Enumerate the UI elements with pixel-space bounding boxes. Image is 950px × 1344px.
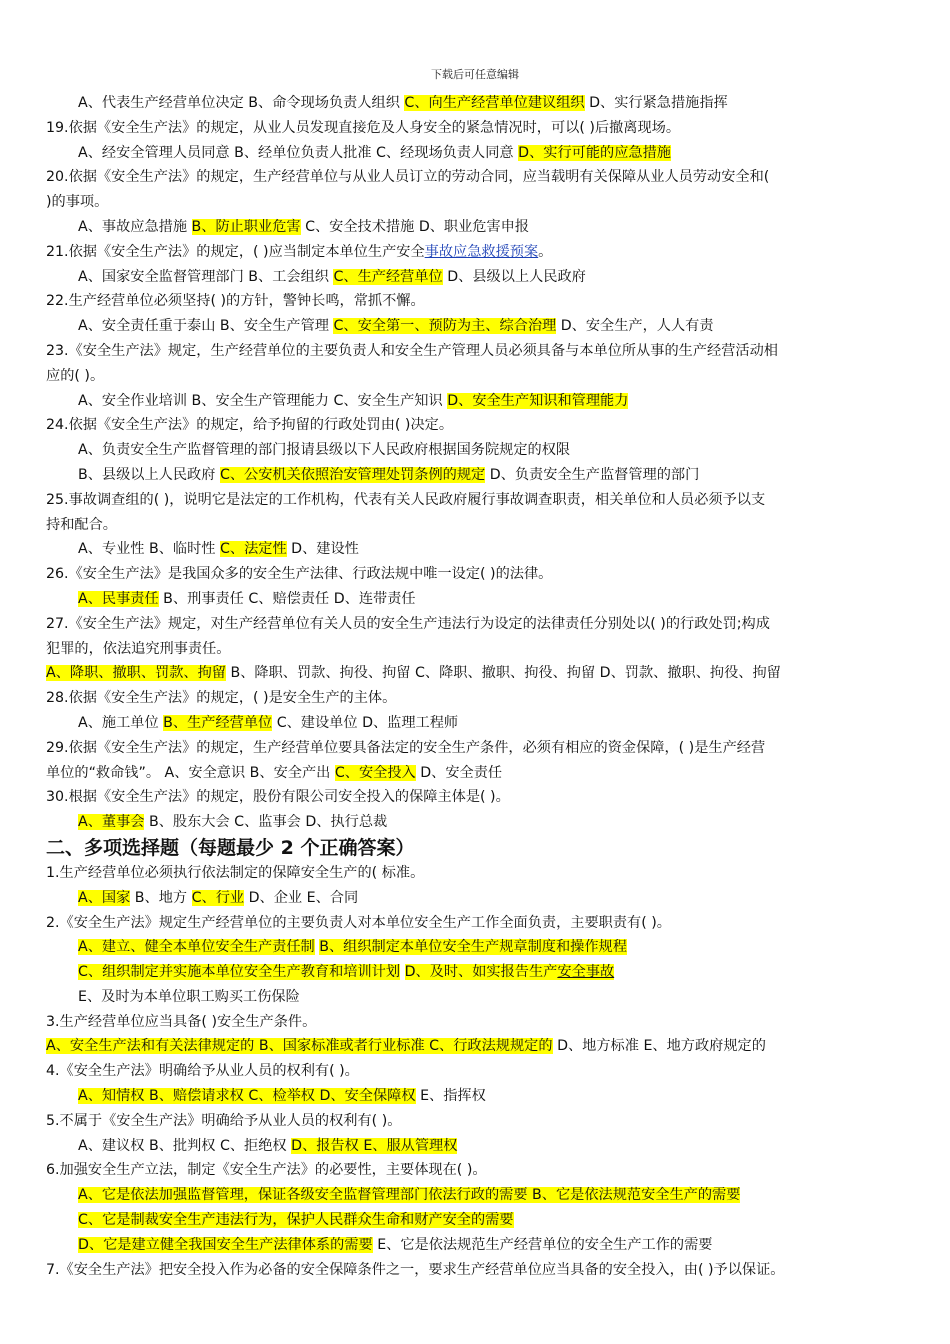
text-segment: A、事故应急措施 (78, 218, 192, 235)
highlighted-answer: D、及时、如实报告生产 (404, 964, 558, 981)
text-line (46, 686, 910, 711)
text-segment: B、降职、罚款、拘役、拘留 C、降职、撤职、拘役、拘留 D、罚款、撤职、拘役、拘留 (225, 665, 781, 682)
text-line (46, 587, 910, 612)
text-segment: A、安全责任重于泰山 B、安全生产管理 (78, 318, 334, 335)
text-line (46, 389, 910, 414)
text-segment: D、安全生产，人人有责 (556, 318, 714, 335)
text-line (46, 637, 910, 662)
highlighted-answer: C、安全投入 (334, 764, 416, 781)
text-segment: 4.《安全生产法》明确给予从业人员的权利有( )。 (46, 1063, 359, 1080)
document-body (46, 91, 910, 1282)
text-line (46, 265, 910, 290)
text-line (46, 289, 910, 314)
text-segment: A、国家安全监督管理部门 B、工会组织 (78, 268, 334, 285)
text-line (46, 190, 910, 215)
highlighted-answer: C、生产经营单位 (333, 268, 443, 285)
text-line (46, 911, 910, 936)
text-line (46, 165, 910, 190)
highlighted-answer: C、组织制定并实施本单位安全生产教育和培训计划 (78, 964, 401, 981)
highlighted-answer: A、建立、健全本单位安全生产责任制 (78, 939, 315, 956)
text-line (46, 513, 910, 538)
text-line (46, 661, 910, 686)
text-line (46, 240, 910, 265)
text-line (46, 215, 910, 240)
text-segment: 21.依据《安全生产法》的规定，( )应当制定本单位生产安全 (46, 243, 425, 260)
text-line (46, 1034, 910, 1059)
text-segment: B、县级以上人民政府 (78, 466, 220, 483)
highlighted-answer: C、它是制裁安全生产违法行为，保护人民群众生命和财产安全的需要 (78, 1212, 514, 1229)
text-line (46, 314, 910, 339)
text-line (46, 141, 910, 166)
text-segment: 7.《安全生产法》把安全投入作为必备的安全保障条件之一，要求生产经营单位应当具备的安全投入，由( )予以保证。 (46, 1261, 785, 1278)
text-line (46, 463, 910, 488)
text-line (46, 91, 910, 116)
text-line (46, 1010, 910, 1035)
text-segment: E、指挥权 (415, 1088, 486, 1105)
text-segment: 。 (538, 243, 553, 260)
highlighted-answer: C、安全第一、预防为主、综合治理 (333, 318, 557, 335)
highlighted-answer: D、它是建立健全我国安全生产法律体系的需要 (78, 1236, 373, 1253)
text-line (46, 785, 910, 810)
text-line (46, 985, 910, 1010)
text-segment: E、它是依法规范生产经营单位的安全生产工作的需要 (372, 1236, 713, 1253)
text-segment: 1.生产经营单位必须执行依法制定的保障安全生产的( 标准。 (46, 864, 425, 881)
text-segment: D、建设性 (286, 541, 359, 558)
highlighted-answer: D、安全生产知识和管理能力 (447, 392, 629, 409)
text-line (46, 761, 910, 786)
text-line (46, 364, 910, 389)
text-line (46, 1084, 910, 1109)
text-segment: 19.依据《安全生产法》的规定，从业人员发现直接危及人身安全的紧急情况时，可以( )后撤离现场。 (46, 119, 681, 136)
text-segment: D、地方标准 E、地方政府规定的 (552, 1038, 766, 1055)
text-segment: 27.《安全生产法》规定，对生产经营单位有关人员的安全生产违法行为设定的法律责任分别处以( )的行政处罚;构成 (46, 615, 770, 632)
text-segment: E、及时为本单位职工购买工伤保险 (78, 988, 300, 1005)
text-segment: )的事项。 (46, 194, 109, 211)
text-segment: 23.《安全生产法》规定，生产经营单位的主要负责人和安全生产管理人员必须具备与本单位所从事的生产经营活动相 (46, 342, 778, 359)
text-segment: B、地方 (130, 889, 192, 906)
text-line (46, 1109, 910, 1134)
text-line (46, 935, 910, 960)
text-line (46, 711, 910, 736)
text-segment: A、安全作业培训 B、安全生产管理能力 C、安全生产知识 (78, 392, 448, 409)
text-segment: 29.依据《安全生产法》的规定，生产经营单位要具备法定的安全生产条件，必须有相应的资金保障，( )是生产经营 (46, 739, 766, 756)
highlighted-answer: A、国家 (78, 889, 131, 906)
highlighted-answer: 安全事故 (557, 964, 615, 981)
text-segment: D、县级以上人民政府 (442, 268, 586, 285)
text-line (46, 1059, 910, 1084)
text-segment: C、安全技术措施 D、职业危害申报 (300, 218, 530, 235)
text-line (46, 116, 910, 141)
text-segment: D、企业 E、合同 (244, 889, 359, 906)
text-line (46, 1258, 910, 1283)
text-line (46, 736, 910, 761)
single-choice-questions (46, 91, 910, 835)
multiple-choice-questions (46, 861, 910, 1283)
text-segment (400, 964, 405, 980)
text-segment: A、负责安全生产监督管理的部门报请县级以下人民政府根据国务院规定的权限 (78, 442, 571, 459)
highlighted-answer: D、报告权 E、服从管理权 (291, 1137, 458, 1154)
highlighted-answer: C、行业 (191, 889, 245, 906)
text-line (46, 960, 910, 985)
text-line (46, 339, 910, 364)
highlighted-answer: B、组织制定本单位安全生产规章制度和操作规程 (319, 939, 627, 956)
text-segment: 5.不属于《安全生产法》明确给予从业人员的权利有( )。 (46, 1112, 402, 1129)
text-line (46, 1183, 910, 1208)
text-segment: 20.依据《安全生产法》的规定，生产经营单位与从业人员订立的劳动合同，应当载明有关保障从业人员劳动安全和( (46, 169, 770, 186)
text-segment: A、建议权 B、批判权 C、拒绝权 (78, 1137, 292, 1154)
text-segment: 28.依据《安全生产法》的规定，( )是安全生产的主体。 (46, 690, 397, 707)
highlighted-answer: B、防止职业危害 (191, 218, 301, 235)
highlighted-answer: A、知情权 B、赔偿请求权 C、检举权 D、安全保障权 (78, 1088, 416, 1105)
text-line (46, 537, 910, 562)
text-segment: 持和配合。 (46, 516, 117, 533)
text-line (46, 810, 910, 835)
text-line (46, 1233, 910, 1258)
text-segment: 22.生产经营单位必须坚持( )的方针，警钟长鸣，常抓不懈。 (46, 293, 425, 310)
highlighted-answer: C、公安机关依照治安管理处罚条例的规定 (219, 466, 486, 483)
highlighted-answer: C、向生产经营单位建议组织 (404, 95, 585, 111)
highlighted-answer: A、安全生产法和有关法律规定的 B、国家标准或者行业标准 C、行政法规规定的 (46, 1038, 553, 1055)
highlighted-answer: D、实行可能的应急措施 (518, 144, 671, 161)
highlighted-answer: A、它是依法加强监督管理，保证各级安全监督管理部门依法行政的需要 B、它是依法规范安全生产的需要 (78, 1187, 741, 1204)
text-line (46, 861, 910, 886)
text-line (46, 1134, 910, 1159)
text-segment: 25.事故调查组的( )，说明它是法定的工作机构，代表有关人民政府履行事故调查职责，相关单位和人员必须予以支 (46, 491, 766, 508)
page-header: 下载后可任意编辑 (431, 68, 519, 81)
text-line (46, 886, 910, 911)
text-line (46, 612, 910, 637)
text-line (46, 1208, 910, 1233)
text-line (46, 413, 910, 438)
text-segment: A、经安全管理人员同意 B、经单位负责人批准 C、经现场负责人同意 (78, 144, 519, 161)
text-segment: 3.生产经营单位应当具备( )安全生产条件。 (46, 1013, 317, 1030)
section-heading-multiple-choice: 二、多项选择题（每题最少 2 个正确答案） (46, 836, 415, 859)
highlighted-answer: A、降职、撤职、罚款、拘留 (46, 665, 226, 682)
text-segment: 24.依据《安全生产法》的规定，给予拘留的行政处罚由( )决定。 (46, 417, 454, 434)
text-segment: 6.加强安全生产立法，制定《安全生产法》的必要性，主要体现在( )。 (46, 1162, 487, 1179)
text-segment: A、代表生产经营单位决定 B、命令现场负责人组织 (78, 95, 405, 111)
text-segment: A、施工单位 (78, 714, 164, 731)
highlighted-answer: B、生产经营单位 (163, 714, 273, 731)
text-segment: 2.《安全生产法》规定生产经营单位的主要负责人对本单位安全生产工作全面负责，主要职责有( )。 (46, 914, 671, 931)
highlighted-answer: C、法定性 (219, 541, 287, 558)
text-line (46, 438, 910, 463)
text-segment: 单位的“救命钱”。 A、安全意识 B、安全产出 (46, 764, 335, 781)
text-segment: 应的( )。 (46, 367, 105, 384)
text-segment: B、刑事责任 C、赔偿责任 D、连带责任 (158, 590, 416, 607)
text-segment: B、股东大会 C、监事会 D、执行总裁 (144, 814, 388, 831)
text-segment: D、安全责任 (415, 764, 503, 781)
highlighted-answer: A、董事会 (78, 814, 145, 831)
text-line (46, 488, 910, 513)
hyperlink[interactable]: 事故应急救援预案 (424, 243, 539, 260)
text-line (46, 562, 910, 587)
text-line (46, 1158, 910, 1183)
text-segment: 30.根据《安全生产法》的规定，股份有限公司安全投入的保障主体是( )。 (46, 789, 510, 806)
text-segment: D、实行紧急措施指挥 (584, 95, 728, 111)
text-segment: C、建设单位 D、监理工程师 (272, 714, 459, 731)
text-segment: 26.《安全生产法》是我国众多的安全生产法律、行政法规中唯一设定( )的法律。 (46, 566, 553, 583)
highlighted-answer: A、民事责任 (78, 590, 159, 607)
text-segment: 犯罪的，依法追究刑事责任。 (46, 640, 231, 657)
text-segment: D、负责安全生产监督管理的部门 (485, 466, 700, 483)
text-segment: A、专业性 B、临时性 (78, 541, 220, 558)
